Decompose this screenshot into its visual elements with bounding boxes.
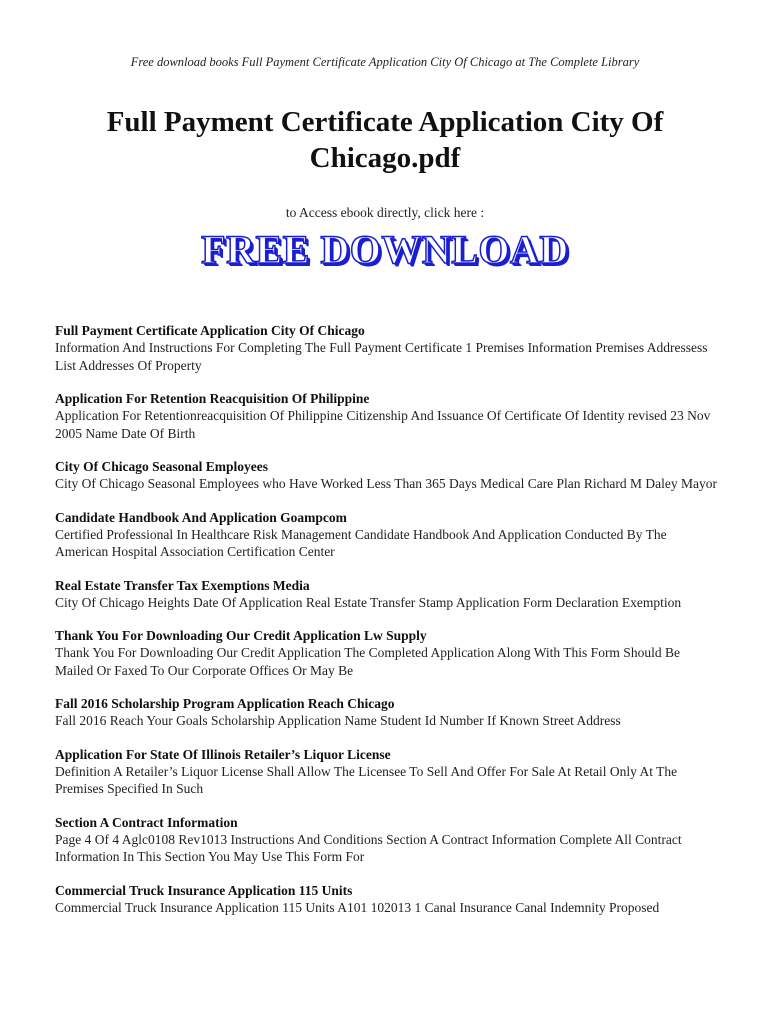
entry-title: Thank You For Downloading Our Credit Application Lw Supply bbox=[55, 628, 427, 643]
entry-description: Commercial Truck Insurance Application 115 Units A101 102013 1 Canal Insurance Canal Indemnity Proposed bbox=[55, 899, 660, 915]
list-item bbox=[55, 509, 720, 561]
entry-title: Fall 2016 Scholarship Program Application Reach Chicago bbox=[55, 696, 395, 711]
entry-title: Section A Contract Information bbox=[55, 814, 238, 830]
entry-description: Definition A Retailer’s Liquor License Shall Allow The Licensee To Sell And Offer For Sale At Retail Only At The Premises Specified In Such bbox=[55, 763, 678, 796]
list-item bbox=[55, 627, 720, 679]
entry-title: Commercial Truck Insurance Application 115 Units bbox=[55, 882, 353, 898]
entry-description: City Of Chicago Seasonal Employees who Have Worked Less Than 365 Days Medical Care Plan Richard M Daley Mayor bbox=[55, 476, 718, 491]
list-item bbox=[55, 577, 720, 612]
free-download-link[interactable]: FREE DOWNLOAD bbox=[201, 227, 569, 272]
entry-title: Application For Retention Reacquisition Of Philippine bbox=[55, 391, 370, 406]
entry-description: Application For Retentionreacquisition Of Philippine Citizenship And Issuance Of Certificate Of Identity revised 23 Nov 2005 Name Date Of Birth bbox=[55, 408, 711, 441]
entry-description: Fall 2016 Reach Your Goals Scholarship Application Name Student Id Number If Known Street Address bbox=[55, 713, 621, 728]
entry-description: City Of Chicago Heights Date Of Application Real Estate Transfer Stamp Application Form Declaration Exemption bbox=[55, 594, 682, 610]
entry-title: Candidate Handbook And Application Goampcom bbox=[55, 509, 347, 525]
related-documents-list bbox=[55, 322, 720, 932]
list-item bbox=[55, 746, 720, 798]
entry-title: City Of Chicago Seasonal Employees bbox=[55, 459, 269, 474]
page-header: Free download books Full Payment Certificate Application City Of Chicago at The Complete Library bbox=[130, 55, 640, 69]
entry-title: Real Estate Transfer Tax Exemptions Media bbox=[55, 577, 310, 593]
entry-title: Application For State Of Illinois Retailer’s Liquor License bbox=[55, 746, 391, 762]
list-item bbox=[55, 458, 720, 493]
document-title: Full Payment Certificate Application City Of Chicago.pdf bbox=[106, 106, 664, 174]
list-item bbox=[55, 322, 720, 374]
access-instruction: to Access ebook directly, click here : bbox=[285, 205, 485, 220]
entry-description: Information And Instructions For Completing The Full Payment Certificate 1 Premises Information Premises Addressess List Addresses Of Property bbox=[55, 340, 708, 373]
list-item bbox=[55, 882, 720, 917]
list-item bbox=[55, 814, 720, 866]
entry-description: Page 4 Of 4 Aglc0108 Rev1013 Instructions And Conditions Section A Contract Information Complete All Contract Information In This Section You May Use This Form For bbox=[55, 831, 682, 864]
list-item bbox=[55, 390, 720, 442]
entry-description: Certified Professional In Healthcare Risk Management Candidate Handbook And Application Conducted By The American Hospital Association Certification Center bbox=[55, 526, 667, 559]
entry-title: Full Payment Certificate Application City Of Chicago bbox=[55, 323, 365, 338]
entry-description: Thank You For Downloading Our Credit Application The Completed Application Along With This Form Should Be Mailed Or Faxed To Our Corporate Offices Or May Be bbox=[55, 645, 680, 678]
list-item bbox=[55, 695, 720, 730]
